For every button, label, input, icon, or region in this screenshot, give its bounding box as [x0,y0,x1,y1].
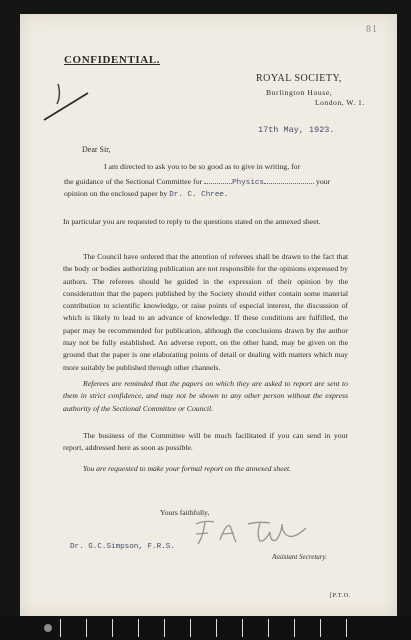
confidence-paragraph [63,378,348,415]
business-paragraph-text: The business of the Committee will be much facilitated if you can send in your report, addressed here as soon as possible. [63,431,348,453]
council-paragraph-text: The Council have ordered that the attention of referees shall be drawn to the fact that the body or bodies authorizing publication are not responsible for the opinions expressed by authors. The referees should be guided in the expression of their opinion by the consideration that the papers published by the Society should either contain some material contribution to scientific knowledge, or raise points of especial interest, the discussion of which is likely to lead to an advance of knowledge. If these conditions are fulfilled, the paper may be recommended for publication, although the conclusions drawn by the author may not be fully established. An adverse report, on the other hand, may be given on the ground that the paper is one elaborating points of detail or dealing with matters which may more suitably be published through other channels. [63,252,348,372]
intro-line-2-prefix: the guidance of the Sectional Committee for [64,177,203,186]
intro-line-3 [64,189,229,199]
intro-line-1: I am directed to ask you to be so good as to give in writing, for [104,162,301,171]
intro-line-2-suffix: your [315,177,331,186]
formal-report-paragraph-text: You are requested to make your formal report on the annexed sheet. [83,464,292,473]
confidential-heading: CONFIDENTIAL. [64,54,161,66]
questions-paragraph: In particular you are requested to reply to the questions stated on the annexed sheet. [63,217,321,226]
intro-line-3-prefix: opinion on the enclosed paper by [64,189,168,198]
address-line-2: London, W. 1. [315,98,365,107]
signoff: Yours faithfully, [160,508,210,517]
salutation: Dear Sir, [82,145,111,154]
ruler-marker [44,624,52,632]
council-paragraph [63,251,348,374]
blank-rule [264,175,314,184]
organization-name: ROYAL SOCIETY, [256,73,342,84]
intro-line-2 [64,175,330,187]
recipient-name: Dr. G.C.Simpson, F.R.S. [70,543,175,551]
pencil-mark [42,80,94,124]
scale-ruler [0,616,411,640]
signatory-role: Assistant Secretary. [272,553,327,561]
confidence-paragraph-text: Referees are reminded that the papers on which they are asked to report are sent to them in strict confidence, and may not be shown to any other person without the express authority of the Sectional Committee or Council. [63,379,348,413]
paper-author: Dr. C. Chree. [169,191,229,199]
please-turn-over: [P.T.O. [330,592,351,599]
archive-number: 81 [366,24,378,35]
blank-rule [204,175,232,184]
formal-report-paragraph [63,463,348,475]
committee-subject: Physics [232,179,264,187]
address-line-1: Burlington House, [266,88,333,97]
handwritten-signature [190,516,310,550]
letter-date: 17th May, 1923. [258,125,335,135]
business-paragraph [63,430,348,455]
